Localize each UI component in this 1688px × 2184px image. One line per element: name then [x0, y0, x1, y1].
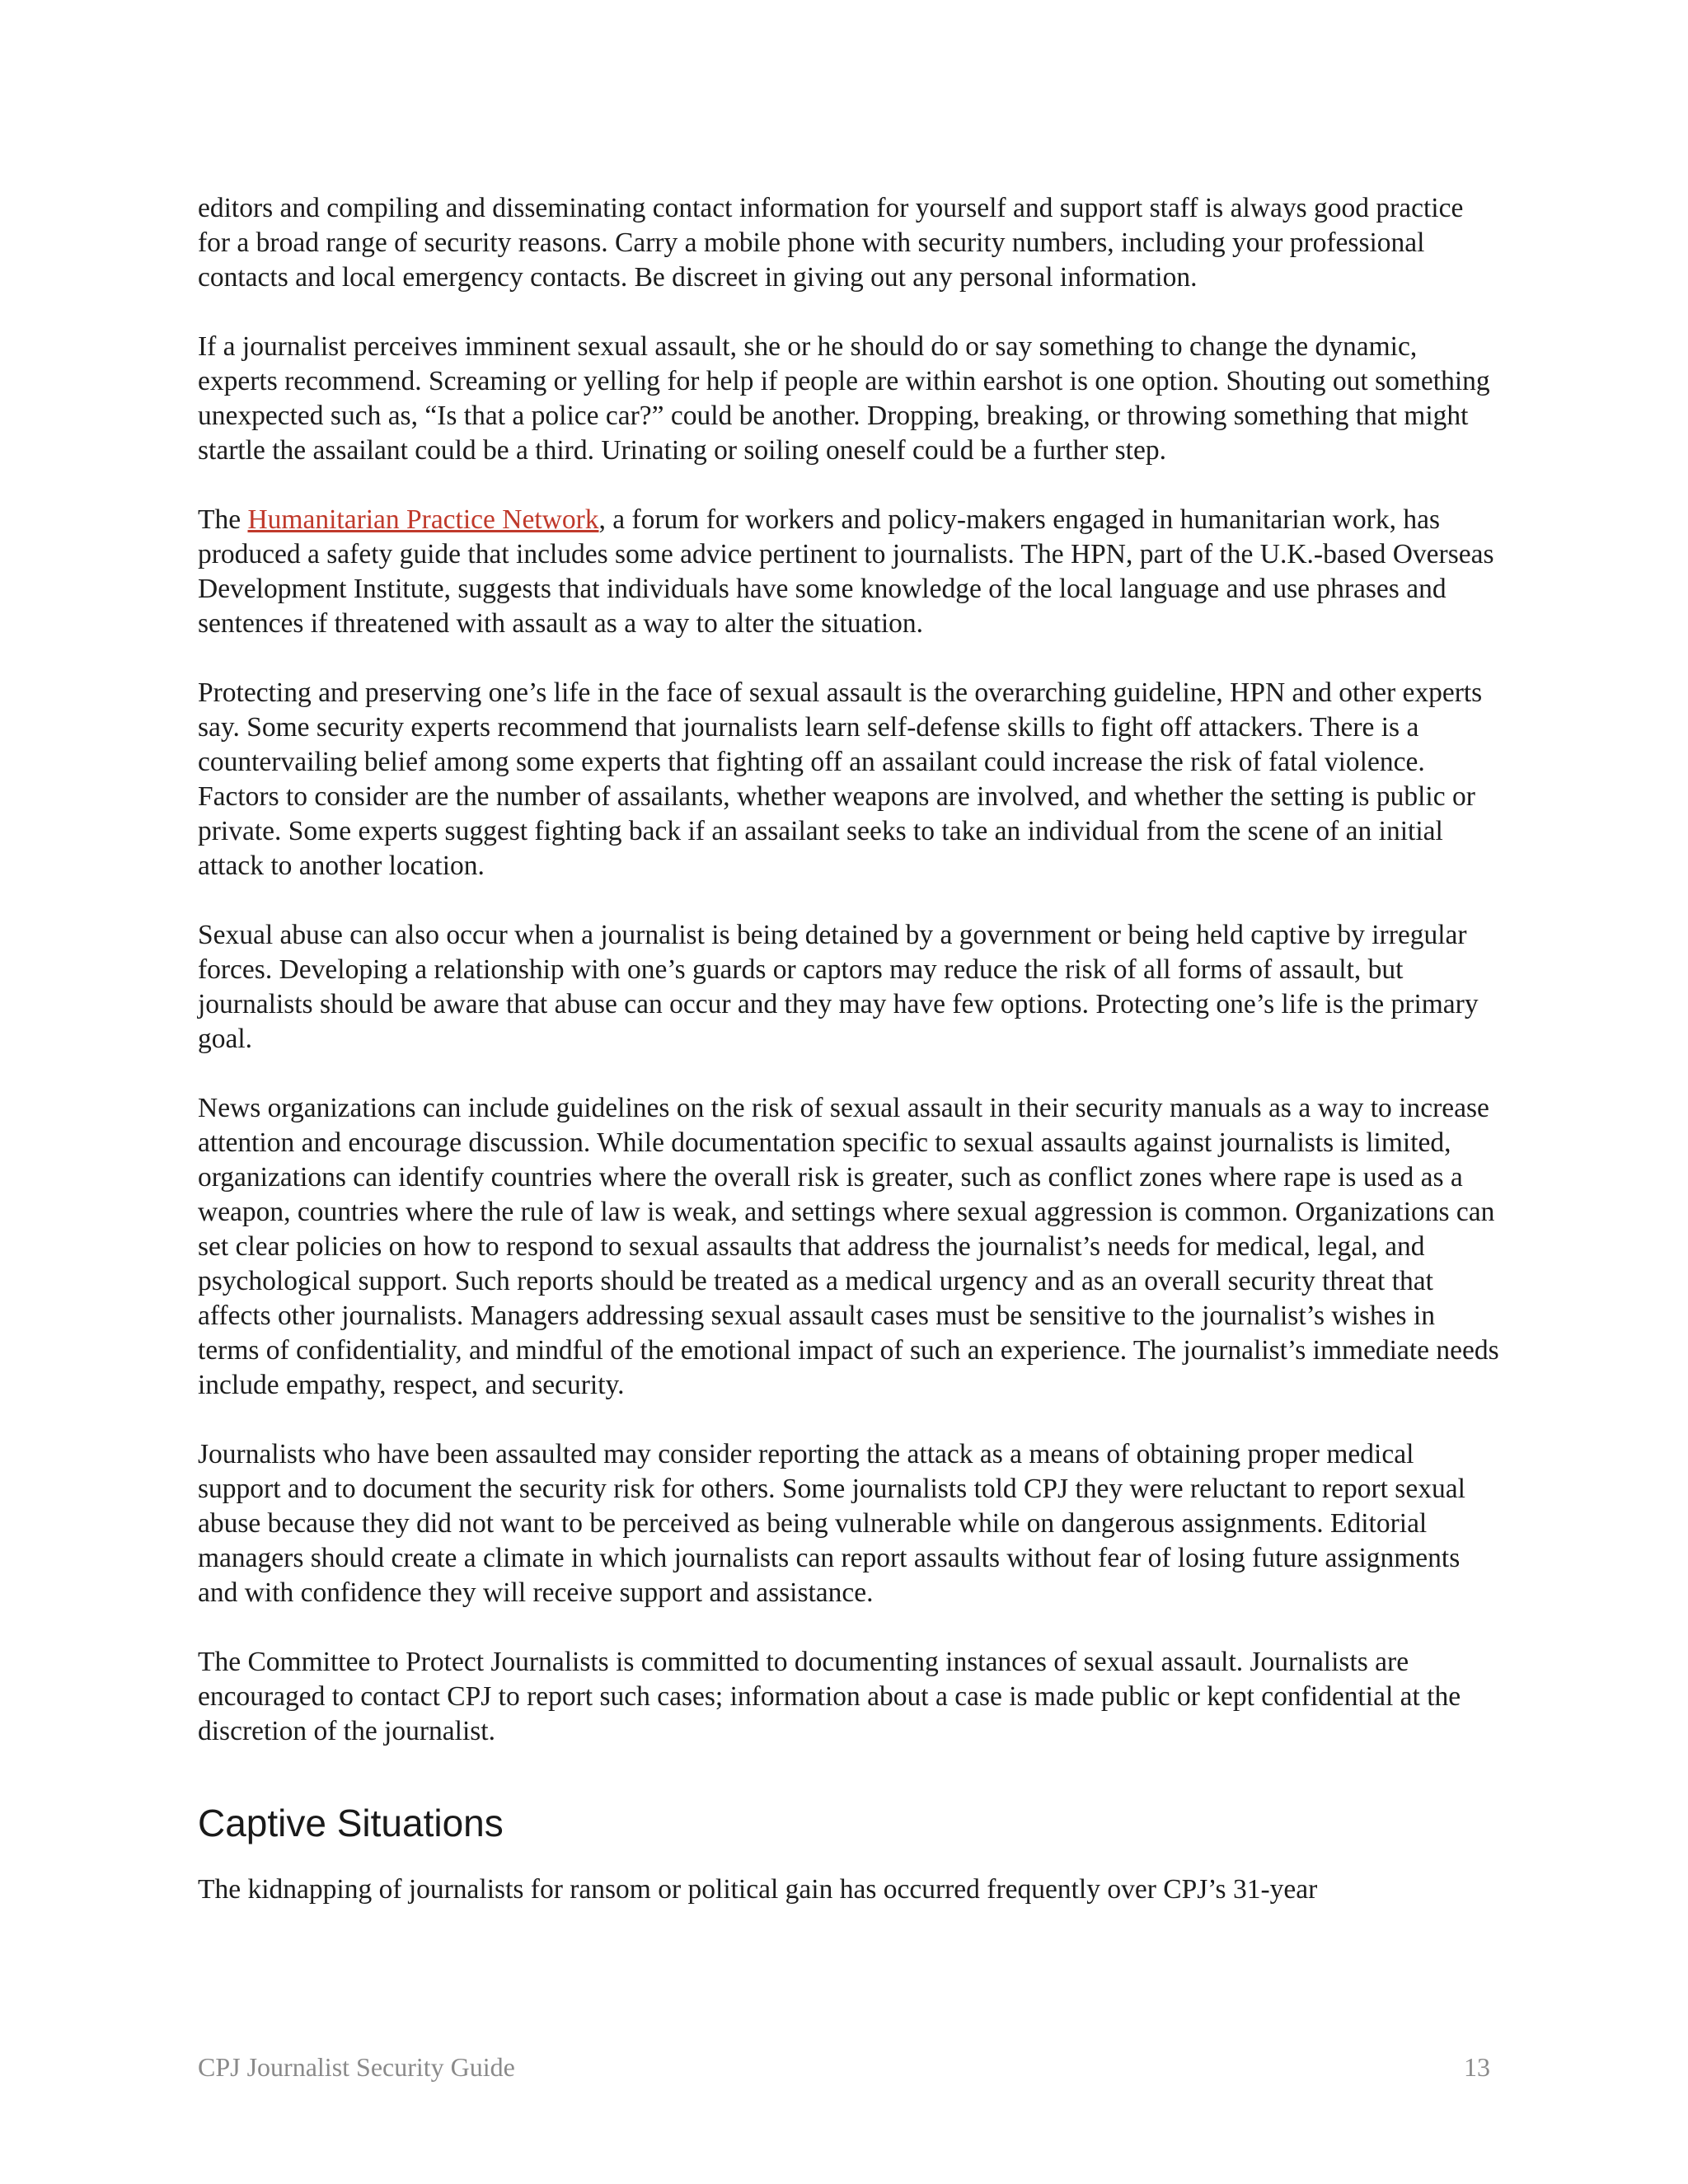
paragraph-hpn-before: The: [198, 504, 248, 535]
footer-title: CPJ Journalist Security Guide: [198, 2052, 515, 2082]
section-heading: Captive Situations: [198, 1802, 504, 1844]
paragraph-hpn: [198, 503, 1500, 641]
page-footer: [198, 2052, 1490, 2083]
paragraph-contact-info: editors and compiling and disseminating contact information for yourself and support staff is always good practice for a broad range of security reasons. Carry a mobile phone with security numbers, including your professional contacts and local emergency contacts. Be discreet in giving out any personal information.: [198, 193, 1464, 293]
page-content: [198, 191, 1500, 1942]
paragraph-cpj-commitment: The Committee to Protect Journalists is committed to documenting instances of sexual assault. Journalists are encouraged to contact CPJ to report such cases; information about a case is made public or kept confidential at the discretion of the journalist.: [198, 1647, 1461, 1746]
paragraph-kidnapping: The kidnapping of journalists for ransom or political gain has occurred frequently over CPJ’s 31-year: [198, 1874, 1318, 1905]
paragraph-hpn-after: , a forum for workers and policy-makers engaged in humanitarian work, has produced a safety guide that includes some advice pertinent to journalists. The HPN, part of the U.K.-based Overseas Development Institute, suggests that individuals have some knowledge of the local language and use phrases and sentences if threatened with assault as a way to alter the situation.: [198, 504, 1494, 639]
page-number: 13: [1464, 2052, 1490, 2082]
paragraph-reporting: Journalists who have been assaulted may consider reporting the attack as a means of obtaining proper medical support and to document the security risk for others. Some journalists told CPJ they were reluctant to report sexual abuse because they did not want to be perceived as being vulnerable while on dangerous assignments. Editorial managers should create a climate in which journalists can report assaults without fear of losing future assignments and with confidence they will receive support and assistance.: [198, 1439, 1465, 1608]
paragraph-imminent-assault: If a journalist perceives imminent sexual assault, she or he should do or say something to change the dynamic, experts recommend. Screaming or yelling for help if people are within earshot is one option. Shouting out something unexpected such as, “Is that a police car?” could be another. Dropping, breaking, or throwing something that might startle the assailant could be a third. Urinating or soiling oneself could be a further step.: [198, 331, 1490, 466]
paragraph-preserving-life: Protecting and preserving one’s life in the face of sexual assault is the overarching guideline, HPN and other experts say. Some security experts recommend that journalists learn self-defense skills to fight off attackers. There is a countervailing belief among some experts that fighting off an assailant could increase the risk of fatal violence. Factors to consider are the number of assailants, whether weapons are involved, and whether the setting is public or private. Some experts suggest fighting back if an assailant seeks to take an individual from the scene of an initial attack to another location.: [198, 677, 1483, 881]
paragraph-news-organizations: News organizations can include guidelines on the risk of sexual assault in their security manuals as a way to increase attention and encourage discussion. While documentation specific to sexual assaults against journalists is limited, organizations can identify countries where the overall risk is greater, such as conflict zones where rape is used as a weapon, countries where the rule of law is weak, and settings where sexual aggression is common. Organizations can set clear policies on how to respond to sexual assaults that address the journalist’s needs for medical, legal, and psychological support. Such reports should be treated as a medical urgency and as an overall security threat that affects other journalists. Managers addressing sexual assault cases must be sensitive to the journalist’s wishes in terms of confidentiality, and mindful of the emotional impact of such an experience. The journalist’s immediate needs include empathy, respect, and security.: [198, 1093, 1499, 1400]
paragraph-detention: Sexual abuse can also occur when a journalist is being detained by a government or being held captive by irregular forces. Developing a relationship with one’s guards or captors may reduce the risk of all forms of assault, but journalists should be aware that abuse can occur and they may have few options. Protecting one’s life is the primary goal.: [198, 920, 1479, 1054]
hpn-link[interactable]: Humanitarian Practice Network: [247, 504, 599, 535]
